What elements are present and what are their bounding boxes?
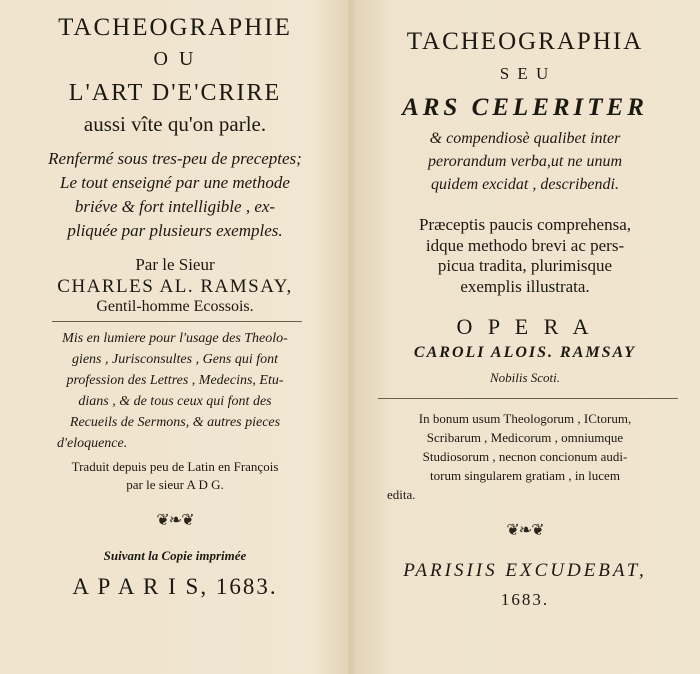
right-latin-line: exemplis illustrata. <box>460 277 590 296</box>
right-purpose-line: In bonum usum Theologorum , ICtorum, <box>418 411 632 426</box>
right-opera: O P E R A <box>456 314 594 339</box>
left-purpose-line: Mis en lumiere pour l'usage des Theolo- <box>62 331 288 346</box>
left-title: TACHEOGRAPHIE <box>58 14 292 41</box>
right-author: CAROLI ALOIS. RAMSAY <box>413 344 637 361</box>
right-desc-line: perorandum verba,ut ne unum <box>427 153 623 170</box>
left-purpose-line: profession des Lettres , Medecins, Etu- <box>66 373 284 388</box>
left-translated: Traduit depuis peu de Latin en François <box>71 459 279 474</box>
right-title: TACHEOGRAPHIA <box>406 28 644 55</box>
right-divider <box>378 398 678 399</box>
left-purpose-line: d'eloquence. <box>57 436 128 451</box>
right-purpose-line: torum singularem gratiam , in lucem <box>430 468 620 483</box>
left-desc-line: pliquée par plusieurs exemples. <box>67 221 283 240</box>
left-author: CHARLES AL. RAMSAY, <box>57 276 293 297</box>
left-ornament-icon: ❦❧❦ <box>156 512 194 529</box>
right-imprint: PARISIIS EXCUDEBAT, <box>403 560 647 581</box>
left-author-title: Gentil-homme Ecossois. <box>96 298 254 315</box>
right-latin-line: Præceptis paucis comprehensa, <box>419 215 631 234</box>
left-imprint: A P A R I S, 1683. <box>72 574 278 599</box>
left-divider <box>52 321 302 322</box>
right-year: 1683. <box>500 590 550 609</box>
left-par: Par le Sieur <box>135 255 215 274</box>
right-title-2: ARS CELERITER <box>402 94 648 121</box>
right-author-title: Nobilis Scoti. <box>489 370 561 385</box>
right-ornament-icon: ❦❧❦ <box>506 522 544 539</box>
left-purpose-line: dians , & de tous ceux qui font des <box>78 394 272 409</box>
right-latin-line: picua tradita, plurimisque <box>437 256 613 275</box>
right-page <box>350 0 700 674</box>
right-desc-line: & compendiosè qualibet inter <box>429 130 621 147</box>
left-ou: O U <box>153 48 197 70</box>
left-imprint-note: Suivant la Copie imprimée <box>103 548 247 563</box>
right-purpose-line: edita. <box>387 487 416 502</box>
left-translated: par le sieur A D G. <box>126 477 224 492</box>
left-purpose-line: Recueils de Sermons, & autres pieces <box>69 415 281 430</box>
right-desc-line: quidem excidat , describendi. <box>431 176 619 193</box>
right-purpose-line: Scribarum , Medicorum , omniumque <box>426 430 624 445</box>
left-purpose-line: giens , Jurisconsultes , Gens qui font <box>71 352 279 367</box>
right-latin-line: idque methodo brevi ac pers- <box>425 236 625 255</box>
right-purpose-line: Studiosorum , necnon concionum audi- <box>422 449 628 464</box>
left-desc-line: briéve & fort intelligible , ex- <box>74 197 276 216</box>
right-seu: S E U <box>499 64 551 83</box>
left-desc-line: Le tout enseigné par une methode <box>60 173 290 192</box>
left-title-2: L'ART D'E'CRIRE <box>68 80 282 106</box>
left-desc-line: Renfermé sous tres-peu de preceptes; <box>48 149 302 168</box>
left-subtitle: aussi vîte qu'on parle. <box>83 112 267 136</box>
